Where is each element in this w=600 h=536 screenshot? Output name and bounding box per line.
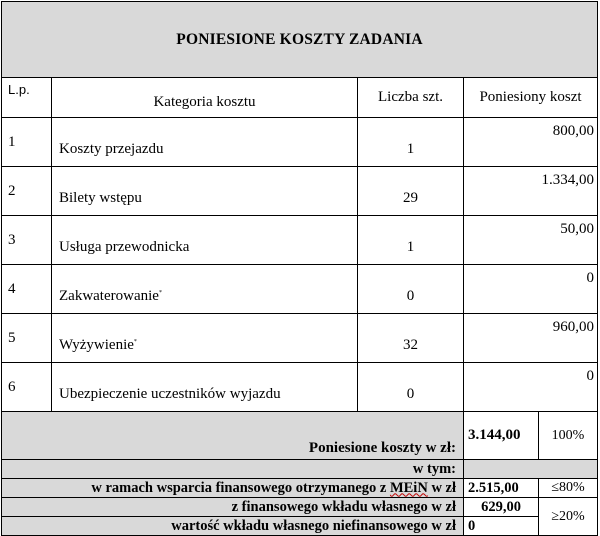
row-lp: 2 [2,167,52,216]
row-count: 0 [358,363,464,412]
total-percent: 100% [539,412,598,460]
row-lp: 6 [2,363,52,412]
mein-row [2,479,598,498]
header-category: Kategoria kosztu [52,78,358,118]
table-title: PONIESIONE KOSZTY ZADANIA [2,2,598,78]
row-cost: 960,00 [464,314,598,363]
row-lp: 3 [2,216,52,265]
mein-value: 2.515,00 [464,479,539,498]
row-count: 1 [358,216,464,265]
mein-label-org: MEiN [389,479,428,496]
header-row [2,78,598,118]
row-count: 0 [358,265,464,314]
total-value: 3.144,00 [464,412,539,460]
nonfin-label: wartość wkładu własnego niefinansowego w zł [2,517,464,536]
of-which-row [2,460,598,479]
header-count: Liczba szt. [358,78,464,118]
row-category-text: Wyżywienie [59,337,134,353]
row-category-text: Zakwaterowanie [59,288,159,304]
table-row [2,118,598,167]
row-category: Usługa przewodnicka [52,216,358,265]
row-cost: 0 [464,363,598,412]
table-row [2,314,598,363]
row-count: 32 [358,314,464,363]
of-which-empty [464,460,598,479]
own-value: 629,00 [464,498,539,517]
table-row [2,265,598,314]
header-cost: Poniesiony koszt [464,78,598,118]
total-label: Poniesione koszty w zł: [2,412,464,460]
table-row [2,167,598,216]
own-percent: ≥20% [539,498,598,536]
nonfin-value: 0 [464,517,539,536]
table-row [2,216,598,265]
of-which-label: w tym: [2,460,464,479]
row-category [52,265,358,314]
row-cost: 1.334,00 [464,167,598,216]
own-label: z finansowego wkładu własnego w zł [2,498,464,517]
footnote-mark: * [158,290,162,296]
mein-label-suffix: w zł [427,479,456,496]
total-row [2,412,598,460]
footnote-mark: * [133,339,137,345]
row-cost: 800,00 [464,118,598,167]
row-count: 1 [358,118,464,167]
mein-percent: ≤80% [539,479,598,498]
nonfin-row [2,517,598,536]
mein-label-prefix: w ramach wsparcia finansowego otrzymanego z [91,479,390,496]
row-cost: 0 [464,265,598,314]
row-lp: 4 [2,265,52,314]
cost-table [1,1,598,536]
header-lp: L.p. [2,78,52,118]
row-cost: 50,00 [464,216,598,265]
row-category: Ubezpieczenie uczestników wyjazdu [52,363,358,412]
own-row [2,498,598,517]
row-count: 29 [358,167,464,216]
row-lp: 1 [2,118,52,167]
row-lp: 5 [2,314,52,363]
row-category: Koszty przejazdu [52,118,358,167]
row-category: Bilety wstępu [52,167,358,216]
row-category [52,314,358,363]
mein-label [2,479,464,498]
table-row [2,363,598,412]
